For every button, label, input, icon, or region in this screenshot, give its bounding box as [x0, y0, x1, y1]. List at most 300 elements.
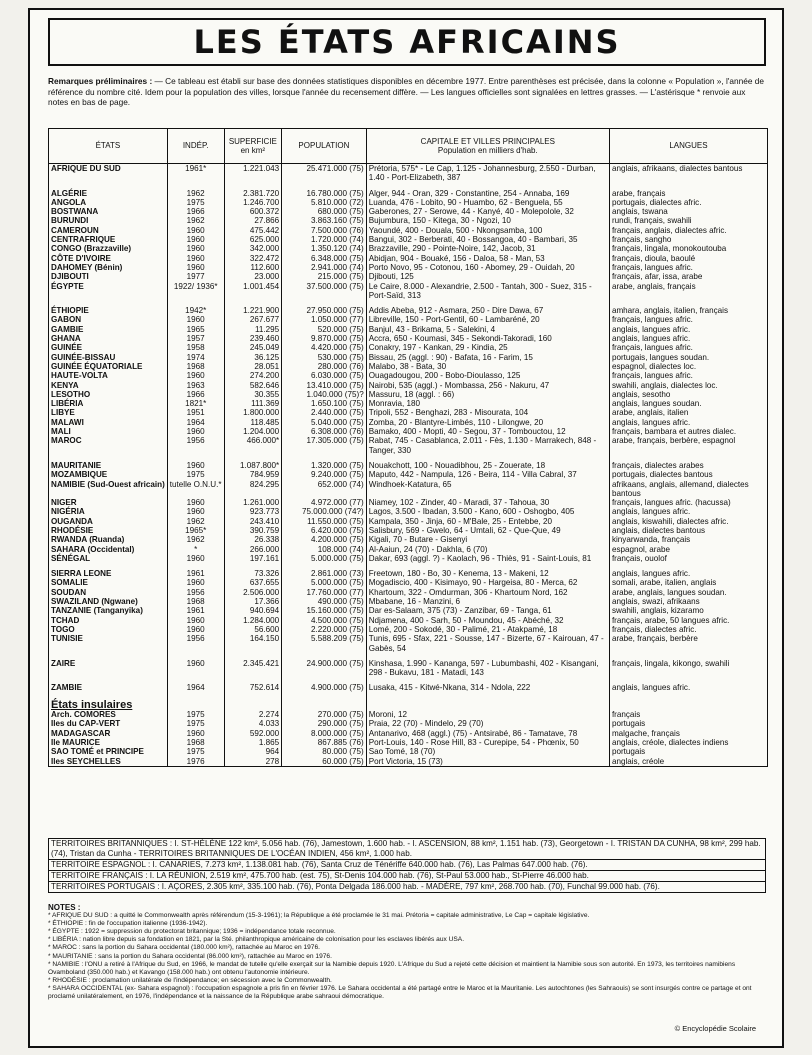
cities-cell: Praia, 22 (70) - Mindelo, 29 (70) — [366, 719, 609, 728]
state-cell: ALGÉRIE — [49, 189, 168, 198]
languages-cell: somali, arabe, italien, anglais — [609, 578, 767, 587]
state-cell: MOZAMBIQUE — [49, 470, 168, 479]
population-cell: 1.320.000 (75) — [282, 461, 367, 470]
independence-cell: 1961 — [167, 569, 224, 578]
table-row — [49, 747, 768, 756]
population-cell: 1.720.000 (74) — [282, 235, 367, 244]
cities-cell: Kinshasa, 1.990 - Kananga, 597 - Lubumbashi, 402 - Kisangani, 298 - Bukavu, 181 - Matadi, 143 — [366, 659, 609, 678]
cities-cell: Tripoli, 552 - Benghazi, 283 - Misourata, 104 — [366, 408, 609, 417]
languages-cell: swahili, anglais, kizaramo — [609, 606, 767, 615]
table-row — [49, 738, 768, 747]
area-cell: 245.049 — [224, 343, 282, 352]
population-cell: 15.160.000 (75) — [282, 606, 367, 615]
table-row — [49, 498, 768, 507]
languages-cell: français, bambara et autres dialec. — [609, 427, 767, 436]
population-cell: 1.350.120 (74) — [282, 244, 367, 253]
state-cell: TUNISIE — [49, 634, 168, 653]
table-row — [49, 569, 768, 578]
page-frame — [28, 8, 784, 1048]
independence-cell: 1976 — [167, 757, 224, 767]
state-cell: Ile MAURICE — [49, 738, 168, 747]
population-cell: 490.000 (75) — [282, 597, 367, 606]
note-item: * NAMIBIE : l'ONU a retiré à l'Afrique du Sud, en 1966, le mandat de tutelle qu'elle exerçait sur la Namibie depuis 1920. L'Afrique du Sud a rejeté cette décision et maintient la Namibie sous son autorité. En 1973, les territoires namibiens Ovamboland (350.000 hab.) et Kavango (158.000 hab.) ont obtenu l'autonomie intérieure. — [48, 960, 736, 976]
state-cell: TANZANIE (Tanganyika) — [49, 606, 168, 615]
state-cell: GAMBIE — [49, 325, 168, 334]
cities-cell: Bamako, 400 - Mopti, 40 - Segou, 37 - Tombouctou, 12 — [366, 427, 609, 436]
languages-cell: kinyarwanda, français — [609, 535, 767, 544]
independence-cell: 1960 — [167, 507, 224, 516]
population-cell: 4.200.000 (75) — [282, 535, 367, 544]
area-cell: 592.000 — [224, 729, 282, 738]
languages-cell: anglais, langues afric. — [609, 418, 767, 427]
table-row — [49, 634, 768, 653]
table-row — [49, 362, 768, 371]
cities-cell: Abidjan, 904 - Bouaké, 156 - Daloa, 58 - Man, 53 — [366, 254, 609, 263]
independence-cell: 1956 — [167, 634, 224, 653]
population-cell: 1.040.000 (75)? — [282, 390, 367, 399]
languages-cell: français, langues afric. — [609, 371, 767, 380]
population-cell: 3.863.160 (75) — [282, 216, 367, 225]
state-cell: AFRIQUE DU SUD — [49, 164, 168, 183]
area-cell: 2.381.720 — [224, 189, 282, 198]
table-row — [49, 198, 768, 207]
cities-cell: Malabo, 38 - Bata, 30 — [366, 362, 609, 371]
population-cell: 215.000 (75) — [282, 272, 367, 281]
area-cell: 267.677 — [224, 315, 282, 324]
state-cell: GABON — [49, 315, 168, 324]
area-cell: 1.284.000 — [224, 616, 282, 625]
state-cell: BURUNDI — [49, 216, 168, 225]
area-cell: 56.600 — [224, 625, 282, 634]
cities-cell: Tunis, 695 - Sfax, 221 - Sousse, 147 - Bizerte, 67 - Kairouan, 47 - Gabès, 54 — [366, 634, 609, 653]
languages-cell: anglais, tswana — [609, 207, 767, 216]
table-row — [49, 353, 768, 362]
table-row — [49, 189, 768, 198]
languages-cell: espagnol, arabe — [609, 545, 767, 554]
languages-cell: amhara, anglais, italien, français — [609, 306, 767, 315]
territory-line: TERRITOIRE FRANÇAIS : I. LA RÉUNION, 2.519 km², 475.700 hab. (est. 75), St-Denis 104.000 hab. (76), St-Paul 53.000 hab., St-Pierre 46.000 hab. — [49, 871, 765, 882]
independence-cell: 1960 — [167, 226, 224, 235]
languages-cell: français, dialectes arabes — [609, 461, 767, 470]
languages-cell: arabe, français, berbère — [609, 634, 767, 653]
population-cell: 60.000 (75) — [282, 757, 367, 767]
area-cell: 625.000 — [224, 235, 282, 244]
state-cell: Iles SEYCHELLES — [49, 757, 168, 767]
population-cell: 1.050.000 (77) — [282, 315, 367, 324]
state-cell: HAUTE-VOLTA — [49, 371, 168, 380]
table-row — [49, 710, 768, 719]
table-row — [49, 480, 768, 499]
table-row — [49, 507, 768, 516]
independence-cell: 1960 — [167, 244, 224, 253]
cities-cell: Windhoek-Katatura, 65 — [366, 480, 609, 499]
area-cell: 36.125 — [224, 353, 282, 362]
header-state: ÉTATS — [49, 129, 168, 164]
languages-cell: swahili, anglais, dialectes loc. — [609, 381, 767, 390]
area-cell: 27.866 — [224, 216, 282, 225]
languages-cell: anglais, langues afric. — [609, 325, 767, 334]
population-cell: 75.000.000 (74?) — [282, 507, 367, 516]
languages-cell: espagnol, dialectes loc. — [609, 362, 767, 371]
independence-cell: 1960 — [167, 625, 224, 634]
state-cell: SOUDAN — [49, 588, 168, 597]
table-row — [49, 625, 768, 634]
state-cell: SÉNÉGAL — [49, 554, 168, 563]
population-cell: 520.000 (75) — [282, 325, 367, 334]
independence-cell: 1968 — [167, 597, 224, 606]
population-cell: 17.760.000 (77) — [282, 588, 367, 597]
languages-cell: portugais, dialectes bantous — [609, 470, 767, 479]
independence-cell: 1968 — [167, 738, 224, 747]
cities-cell: Kigali, 70 - Butare - Gisenyi — [366, 535, 609, 544]
state-cell: MALI — [49, 427, 168, 436]
languages-cell: anglais, langues afric. — [609, 507, 767, 516]
population-cell: 680.000 (75) — [282, 207, 367, 216]
cities-cell: Yaoundé, 400 - Douala, 500 - Nkongsamba, 100 — [366, 226, 609, 235]
languages-cell: anglais, créole, dialectes indiens — [609, 738, 767, 747]
population-cell: 290.000 (75) — [282, 719, 367, 728]
independence-cell: 1968 — [167, 362, 224, 371]
area-cell: 111.369 — [224, 399, 282, 408]
state-cell: CÔTE D'IVOIRE — [49, 254, 168, 263]
independence-cell: 1966 — [167, 207, 224, 216]
note-item: * MAURITANIE : sans la portion du Sahara occidental (86.000 km²), rattachée au Maroc en 1976. — [48, 952, 332, 960]
languages-cell: arabe, anglais, italien — [609, 408, 767, 417]
cities-cell: Lomé, 200 - Sokodé, 30 - Palimé, 21 - Atakpamé, 18 — [366, 625, 609, 634]
area-cell: 390.759 — [224, 526, 282, 535]
independence-cell: 1962 — [167, 189, 224, 198]
population-cell: 4.500.000 (75) — [282, 616, 367, 625]
table-row — [49, 282, 768, 301]
state-cell: Arch. COMORES — [49, 710, 168, 719]
area-cell: 1.001.454 — [224, 282, 282, 301]
header-indep: INDÉP. — [167, 129, 224, 164]
area-cell: 11.295 — [224, 325, 282, 334]
population-cell: 9.240.000 (75) — [282, 470, 367, 479]
independence-cell: 1956 — [167, 588, 224, 597]
table-row — [49, 588, 768, 597]
table-row — [49, 729, 768, 738]
header-area: SUPERFICIE en km² — [224, 129, 282, 164]
state-cell: DJIBOUTI — [49, 272, 168, 281]
table-row — [49, 535, 768, 544]
table-row — [49, 306, 768, 315]
intro-text: — Ce tableau est établi sur base des données statistiques disponibles en décembre 1977. Entre parenthèses est précisée, dans la colonne « Population », l'année de référence du nombre cité. Idem pour la population des villes, lorsque l'année du recensement diffère. — Les langues officielles sont signalées en lettres grasses. — L'astérisque * renvoie aux notes en bas de page. — [48, 76, 765, 107]
table-row — [49, 719, 768, 728]
independence-cell: 1922/ 1936* — [167, 282, 224, 301]
area-cell: 278 — [224, 757, 282, 767]
state-cell: ÉGYPTE — [49, 282, 168, 301]
area-cell: 243.410 — [224, 517, 282, 526]
languages-cell: français, langues afric. (hacussa) — [609, 498, 767, 507]
independence-cell: 1962 — [167, 535, 224, 544]
independence-cell: 1956 — [167, 436, 224, 455]
languages-cell: portugais — [609, 719, 767, 728]
cities-cell: Bangui, 302 - Berberati, 40 - Bossangoa, 40 - Bambari, 35 — [366, 235, 609, 244]
area-cell: 239.460 — [224, 334, 282, 343]
state-cell: SAO TOMÉ et PRINCIPE — [49, 747, 168, 756]
independence-cell: 1964 — [167, 683, 224, 692]
cities-cell: Mbabane, 16 - Manzini, 6 — [366, 597, 609, 606]
area-cell: 28.051 — [224, 362, 282, 371]
header-capital-sub: Population en milliers d'hab. — [437, 146, 538, 155]
area-cell: 2.345.421 — [224, 659, 282, 678]
cities-cell: Dar es-Salaam, 375 (73) - Zanzibar, 69 - Tanga, 61 — [366, 606, 609, 615]
table-row — [49, 408, 768, 417]
table-row — [49, 216, 768, 225]
area-cell: 4.033 — [224, 719, 282, 728]
area-cell: 582.646 — [224, 381, 282, 390]
table-row — [49, 244, 768, 253]
languages-cell: français, langues afric. — [609, 315, 767, 324]
independence-cell: 1974 — [167, 353, 224, 362]
note-item: * LIBÉRIA : nation libre depuis sa fondation en 1821, par la Sté. philanthropique américaine de colonisation pour les esclaves libérés aux USA. — [48, 936, 465, 944]
independence-cell: 1960 — [167, 659, 224, 678]
territory-line: TERRITOIRE ESPAGNOL : I. CANARIES, 7.273 km², 1.138.081 hab. (76), Santa Cruz de Ténériffe 640.000 hab. (76), Las Palmas 647.000 hab. (76). — [49, 860, 765, 871]
population-cell: 17.305.000 (75) — [282, 436, 367, 455]
cities-cell: Accra, 650 - Koumasi, 345 - Sekondi-Takoradi, 160 — [366, 334, 609, 343]
independence-cell: 1958 — [167, 343, 224, 352]
state-cell: LIBYE — [49, 408, 168, 417]
area-cell: 197.161 — [224, 554, 282, 563]
table-row — [49, 659, 768, 678]
state-cell: MAURITANIE — [49, 461, 168, 470]
cities-cell: Brazzaville, 290 - Pointe-Noire, 142, Jacob, 31 — [366, 244, 609, 253]
population-cell: 2.440.000 (75) — [282, 408, 367, 417]
cities-cell: Addis Abeba, 912 - Asmara, 250 - Dire Dawa, 67 — [366, 306, 609, 315]
table-row — [49, 470, 768, 479]
territory-line: TERRITOIRES PORTUGAIS : I. AÇORES, 2.305 km², 335.100 hab. (76), Ponta Delgada 186.000 hab. - MADÈRE, 797 km², 268.700 hab. (70), Funchal 99.000 hab. (76). — [51, 882, 660, 891]
area-cell: 112.600 — [224, 263, 282, 272]
independence-cell: 1960 — [167, 578, 224, 587]
state-cell: TCHAD — [49, 616, 168, 625]
languages-cell: portugais, langues soudan. — [609, 353, 767, 362]
cities-cell: Port Victoria, 15 (73) — [366, 757, 609, 767]
population-cell: 4.420.000 (75) — [282, 343, 367, 352]
area-cell: 1.221.900 — [224, 306, 282, 315]
cities-cell: Porto Novo, 95 - Cotonou, 160 - Abomey, 29 - Ouidah, 20 — [366, 263, 609, 272]
population-cell: 80.000 (75) — [282, 747, 367, 756]
area-cell: 475.442 — [224, 226, 282, 235]
independence-cell: 1977 — [167, 272, 224, 281]
state-cell: SIERRA LEONE — [49, 569, 168, 578]
cities-cell: Massuru, 18 (aggl. : 66) — [366, 390, 609, 399]
territory-line: TERRITOIRES BRITANNIQUES : I. ST-HÉLÈNE 122 km², 5.056 hab. (76), Jamestown, 1.600 hab. - I. ASCENSION, 88 km², 1.151 hab. (73), Georgetown - I. TRISTAN DA CUNHA, 98 km², 299 hab. (74), Tristan da Cunha - TERRITOIRES BRITANNIQUES DE L'OCÉAN INDIEN, 456 km², 1.000 hab. — [49, 839, 765, 860]
independence-cell: 1975 — [167, 470, 224, 479]
state-cell: ZAMBIE — [49, 683, 168, 692]
population-cell: 2.861.000 (73) — [282, 569, 367, 578]
table-row — [49, 263, 768, 272]
independence-cell: 1957 — [167, 334, 224, 343]
independence-cell: 1960 — [167, 371, 224, 380]
copyright: © Encyclopédie Scolaire — [674, 1024, 756, 1033]
languages-cell: anglais, kiswahili, dialectes afric. — [609, 517, 767, 526]
population-cell: 13.410.000 (75) — [282, 381, 367, 390]
table-row — [49, 606, 768, 615]
area-cell: 164.150 — [224, 634, 282, 653]
languages-cell: français, langues afric. — [609, 343, 767, 352]
independence-cell: 1975 — [167, 710, 224, 719]
languages-cell: anglais, swazi, afrikaans — [609, 597, 767, 606]
independence-cell: 1963 — [167, 381, 224, 390]
area-cell: 1.087.800* — [224, 461, 282, 470]
languages-cell: français, dialectes afric. — [609, 625, 767, 634]
population-cell: 9.870.000 (75) — [282, 334, 367, 343]
cities-cell: Al-Aaiun, 24 (70) - Dakhla, 6 (70) — [366, 545, 609, 554]
cities-cell: Conakry, 197 - Kankan, 29 - Kindia, 25 — [366, 343, 609, 352]
independence-cell: 1975 — [167, 719, 224, 728]
note-item: * AFRIQUE DU SUD : a quitté le Commonwealth après référendum (15-3-1961); la République a été proclamée le 31 mai. Prétoria = capitale administrative, Le Cap = capitale législative. — [48, 912, 590, 920]
languages-cell: français, anglais, dialectes afric. — [609, 226, 767, 235]
state-cell: ZAIRE — [49, 659, 168, 678]
table-row — [49, 390, 768, 399]
area-cell: 274.200 — [224, 371, 282, 380]
state-cell: SWAZILAND (Ngwane) — [49, 597, 168, 606]
state-cell: BOSTWANA — [49, 207, 168, 216]
state-cell: ANGOLA — [49, 198, 168, 207]
languages-cell: portugais, dialectes afric. — [609, 198, 767, 207]
area-cell: 637.655 — [224, 578, 282, 587]
cities-cell: Zomba, 20 - Blantyre-Limbés, 110 - Lilongwe, 20 — [366, 418, 609, 427]
table-row — [49, 526, 768, 535]
state-cell: SAHARA (Occidental) — [49, 545, 168, 554]
independence-cell: 1960 — [167, 729, 224, 738]
independence-cell: 1960 — [167, 254, 224, 263]
area-cell: 940.694 — [224, 606, 282, 615]
state-cell: NIGER — [49, 498, 168, 507]
independence-cell: 1960 — [167, 315, 224, 324]
independence-cell: * — [167, 545, 224, 554]
population-cell: 11.550.000 (75) — [282, 517, 367, 526]
population-cell: 5.588.209 (75) — [282, 634, 367, 653]
cities-cell: Luanda, 476 - Lobito, 90 - Huambo, 62 - Benguela, 55 — [366, 198, 609, 207]
independence-cell: 1960 — [167, 461, 224, 470]
languages-cell: français, arabe, 50 langues afric. — [609, 616, 767, 625]
population-cell: 2.220.000 (75) — [282, 625, 367, 634]
independence-cell: 1965 — [167, 325, 224, 334]
languages-cell: français, lingala, monokoutouba — [609, 244, 767, 253]
languages-cell: anglais, langues afric. — [609, 334, 767, 343]
area-cell: 784.959 — [224, 470, 282, 479]
notes-section — [48, 904, 768, 1001]
area-cell: 266.000 — [224, 545, 282, 554]
table-row — [49, 343, 768, 352]
population-cell: 24.900.000 (75) — [282, 659, 367, 678]
cities-cell: Rabat, 745 - Casablanca, 2.011 - Fès, 1.130 - Marrakech, 848 - Tanger, 330 — [366, 436, 609, 455]
page-title: LES ÉTATS AFRICAINS — [193, 23, 621, 61]
independence-cell: 1942* — [167, 306, 224, 315]
area-cell: 1.246.700 — [224, 198, 282, 207]
languages-cell: français, dioula, baoulé — [609, 254, 767, 263]
area-cell: 17.366 — [224, 597, 282, 606]
header-languages: LANGUES — [609, 129, 767, 164]
cities-cell: Libreville, 150 - Port-Gentil, 60 - Lambaréné, 20 — [366, 315, 609, 324]
islands-heading-row — [49, 699, 768, 710]
state-cell: LESOTHO — [49, 390, 168, 399]
area-cell: 964 — [224, 747, 282, 756]
table-row — [49, 207, 768, 216]
table-row — [49, 545, 768, 554]
independence-cell: 1960 — [167, 263, 224, 272]
languages-cell: rundi, français, swahili — [609, 216, 767, 225]
header-capital — [366, 129, 609, 164]
independence-cell: 1951 — [167, 408, 224, 417]
state-cell: SOMALIE — [49, 578, 168, 587]
independence-cell: 1960 — [167, 427, 224, 436]
table-row — [49, 757, 768, 767]
cities-cell: Banjul, 43 - Brikama, 5 - Salekini, 4 — [366, 325, 609, 334]
area-cell: 1.221.043 — [224, 164, 282, 183]
languages-cell: anglais, sesotho — [609, 390, 767, 399]
languages-cell: anglais, afrikaans, dialectes bantous — [609, 164, 767, 183]
population-cell: 25.471.000 (75) — [282, 164, 367, 183]
state-cell: CONGO (Brazzaville) — [49, 244, 168, 253]
languages-cell: malgache, français — [609, 729, 767, 738]
state-cell: GUINÉE ÉQUATORIALE — [49, 362, 168, 371]
table-row — [49, 399, 768, 408]
territories-box — [48, 838, 766, 893]
independence-cell: 1975 — [167, 747, 224, 756]
area-cell: 824.295 — [224, 480, 282, 499]
cities-cell: Le Caire, 8.000 - Alexandrie, 2.500 - Tantah, 300 - Suez, 315 - Port-Saïd, 313 — [366, 282, 609, 301]
population-cell: 270.000 (75) — [282, 710, 367, 719]
area-cell: 466.000* — [224, 436, 282, 455]
population-cell: 6.030.000 (75) — [282, 371, 367, 380]
table-row — [49, 616, 768, 625]
cities-cell: Ouagadougou, 200 - Bobo-Dioulasso, 125 — [366, 371, 609, 380]
area-cell: 1.204.000 — [224, 427, 282, 436]
languages-cell: français, ouolof — [609, 554, 767, 563]
cities-cell: Nouakchott, 100 - Nouadibhou, 25 - Zouerate, 18 — [366, 461, 609, 470]
independence-cell: 1960 — [167, 235, 224, 244]
intro-paragraph — [48, 76, 768, 108]
independence-cell: 1962 — [167, 216, 224, 225]
population-cell: 37.500.000 (75) — [282, 282, 367, 301]
languages-cell: français, lingala, kikongo, swahili — [609, 659, 767, 678]
independence-cell: 1960 — [167, 554, 224, 563]
islands-heading: États insulaires — [51, 698, 133, 711]
cities-cell: Maputo, 442 - Nampula, 126 - Beira, 114 - Villa Cabral, 37 — [366, 470, 609, 479]
independence-cell: 1960 — [167, 616, 224, 625]
table-row — [49, 461, 768, 470]
notes-title: NOTES : — [48, 903, 81, 912]
area-cell: 1.865 — [224, 738, 282, 747]
state-cell: MAROC — [49, 436, 168, 455]
state-cell: MALAWI — [49, 418, 168, 427]
area-cell: 30.355 — [224, 390, 282, 399]
table-row — [49, 683, 768, 692]
population-cell: 8.000.000 (75) — [282, 729, 367, 738]
table-row — [49, 436, 768, 455]
table-row — [49, 325, 768, 334]
population-cell: 6.420.000 (75) — [282, 526, 367, 535]
population-cell: 2.941.000 (74) — [282, 263, 367, 272]
table-row — [49, 254, 768, 263]
area-cell: 73.326 — [224, 569, 282, 578]
cities-cell: Gaberones, 27 - Serowe, 44 - Kanyé, 40 - Molepolole, 32 — [366, 207, 609, 216]
table-row — [49, 554, 768, 563]
state-cell: CENTRAFRIQUE — [49, 235, 168, 244]
state-cell: OUGANDA — [49, 517, 168, 526]
population-cell: 7.500.000 (76) — [282, 226, 367, 235]
note-item: * MAROC : sans la portion du Sahara occidental (180.000 km²), rattachée au Maroc en 1976. — [48, 944, 320, 952]
state-cell: GUINÉE-BISSAU — [49, 353, 168, 362]
cities-cell: Nairobi, 535 (aggl.) - Mombassa, 256 - Nakuru, 47 — [366, 381, 609, 390]
cities-cell: Monravia, 180 — [366, 399, 609, 408]
population-cell: 1.650.100 (75) — [282, 399, 367, 408]
independence-cell: 1961* — [167, 164, 224, 183]
table-row — [49, 597, 768, 606]
